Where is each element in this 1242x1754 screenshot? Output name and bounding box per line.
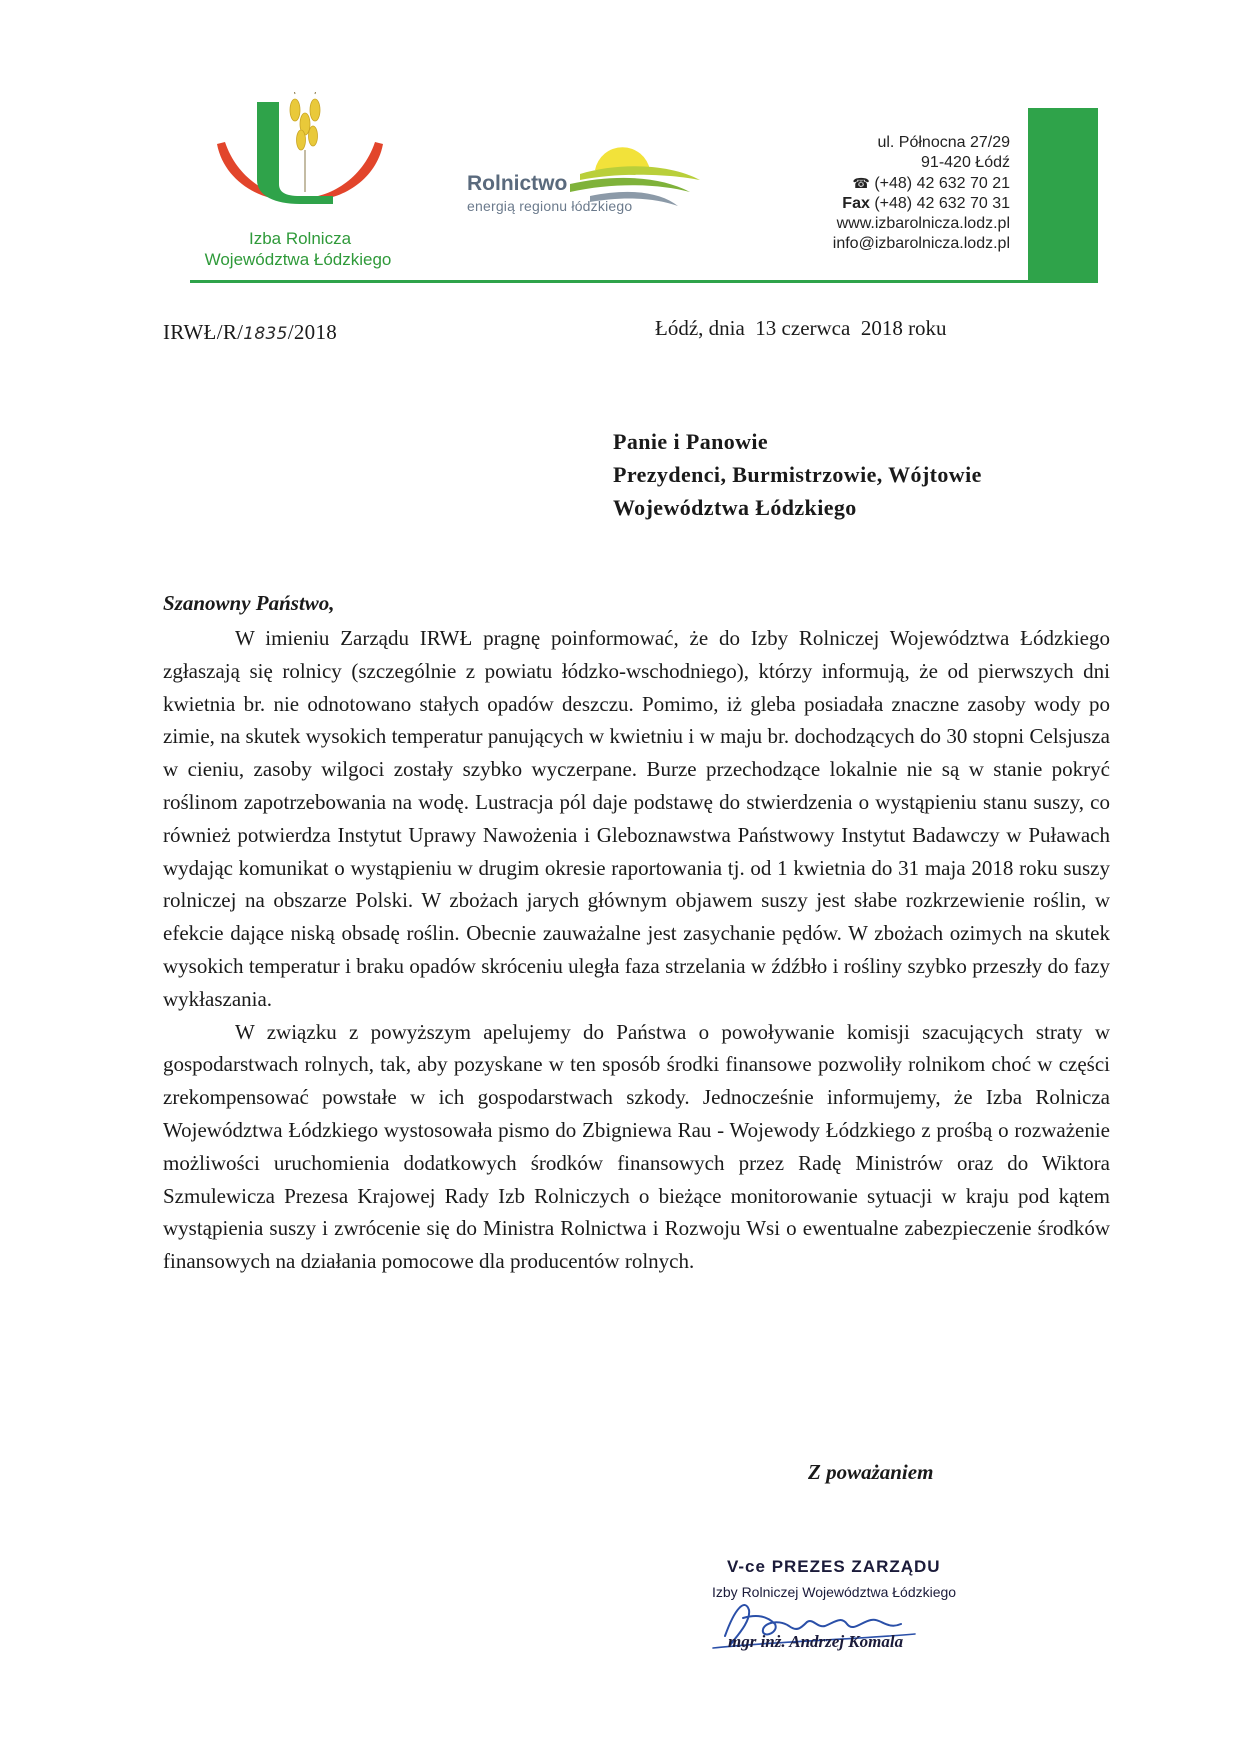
signatory-name: mgr inż. Andrzej Komala <box>728 1632 904 1651</box>
irwl-logo <box>205 92 395 232</box>
campaign-title: Rolnictwo <box>467 172 568 195</box>
contact-email[interactable]: info@izbarolnicza.lodz.pl <box>832 235 1010 252</box>
letter-body <box>163 622 1110 1278</box>
contact-phone-row <box>833 173 1010 194</box>
phone-icon: ☎ <box>852 175 870 191</box>
reference-prefix: IRWŁ/R/ <box>163 320 244 344</box>
reference-handwritten-number: 1835 <box>243 324 288 344</box>
contact-fax-row <box>833 194 1010 214</box>
contact-postal: 91-420 Łódź <box>921 154 1010 171</box>
body-paragraph-1: W imieniu Zarządu IRWŁ pragnę poinformować, że do Izby Rolniczej Województwa Łódzkiego zgłaszają się rolnicy (szczególnie z powiatu łódzko-wschodniego), którzy informują, że od pierwszych dni kwietnia br. nie odnotowano stałych opadów deszczu. Pomimo, iż gleba posiadała znaczne zasoby wody po zimie, na skutek wysokich temperatur panujących w kwietniu i w maju br. dochodzących do 30 stopni Celsjusza w cieniu, zasoby wilgoci zostały szybko wyczerpane. Burze przechodzące lokalnie nie są w stanie pokryć roślinom zapotrzebowania na wodę. Lustracja pól daje podstawę do stwierdzenia o wystąpieniu stanu suszy, co również potwierdza Instytut Uprawy Nawożenia i Gleboznawstwa Państwowy Instytut Badawczy w Puławach wydając komunikat o wystąpieniu w drugim okresie raportowania tj. od 1 kwietnia do 31 maja 2018 roku suszy rolniczej na obszarze Polski. W zbożach jarych głównym objawem suszy jest słabe rozkrzewienie roślin, w efekcie dające niską obsadę roślin. Obecnie zauważalne jest zasychanie pędów. W zbożach ozimych na skutek wysokich temperatur i braku opadów skróceniu uległa faza strzelania w źdźbło i rośliny szybko przeszły do fazy wykłaszania. <box>163 626 1110 1011</box>
reference-number <box>163 320 337 345</box>
salutation: Szanowny Państwo, <box>163 591 335 615</box>
contact-street: ul. Północna 27/29 <box>877 134 1010 151</box>
campaign-subtitle: energią regionu łódzkiego <box>467 198 633 214</box>
addressee-line1: Panie i Panowie <box>613 429 769 454</box>
body-paragraph-2: W związku z powyższym apelujemy do Państwa o powoływanie komisji szacujących straty w gospodarstwach rolnych, tak, aby pozyskane w ten sposób środki finansowe pozwoliły rolnikom choć w części zrekompensować powstałe w ich gospodarstwach szkody. Jednocześnie informujemy, że Izba Rolnicza Województwa Łódzkiego wystosowała pismo do Zbigniewa Rau - Wojewody Łódzkiego z prośbą o rozważenie możliwości uruchomienia dodatkowych środków finansowych przez Radę Ministrów oraz do Wiktora Szmulewicza Prezesa Krajowej Rady Izb Rolniczych o bieżące monitorowanie sytuacji w kraju pod kątem wystąpienia suszy i zwrócenie się do Ministra Rolnictwa i Rozwoju Wsi o ewentualne zabezpieczenie środków finansowych na działania pomocowe dla producentów rolnych. <box>163 1019 1110 1274</box>
organization-name-line2: Województwa Łódzkiego <box>204 250 392 269</box>
fax-label: Fax <box>842 195 870 212</box>
contact-block <box>833 133 1010 254</box>
stamp-title: V-ce PREZES ZARZĄDU <box>727 1557 941 1576</box>
contact-website[interactable]: www.izbarolnicza.lodz.pl <box>836 215 1010 232</box>
organization-name-line1: Izba Rolnicza <box>248 229 352 248</box>
addressee-line3: Województwa Łódzkiego <box>613 495 857 520</box>
brand-color-block <box>1028 108 1098 281</box>
stamp-organization: Izby Rolniczej Województwa Łódzkiego <box>712 1584 957 1600</box>
contact-phone: (+48) 42 632 70 21 <box>874 175 1010 192</box>
addressee-line2: Prezydenci, Burmistrzowie, Wójtowie <box>613 462 982 487</box>
reference-suffix: /2018 <box>287 320 338 344</box>
closing: Z poważaniem <box>808 1460 934 1484</box>
header-divider <box>190 280 1098 283</box>
date-line: Łódź, dnia 13 czerwca 2018 roku <box>655 316 947 340</box>
contact-fax: (+48) 42 632 70 31 <box>874 195 1010 212</box>
